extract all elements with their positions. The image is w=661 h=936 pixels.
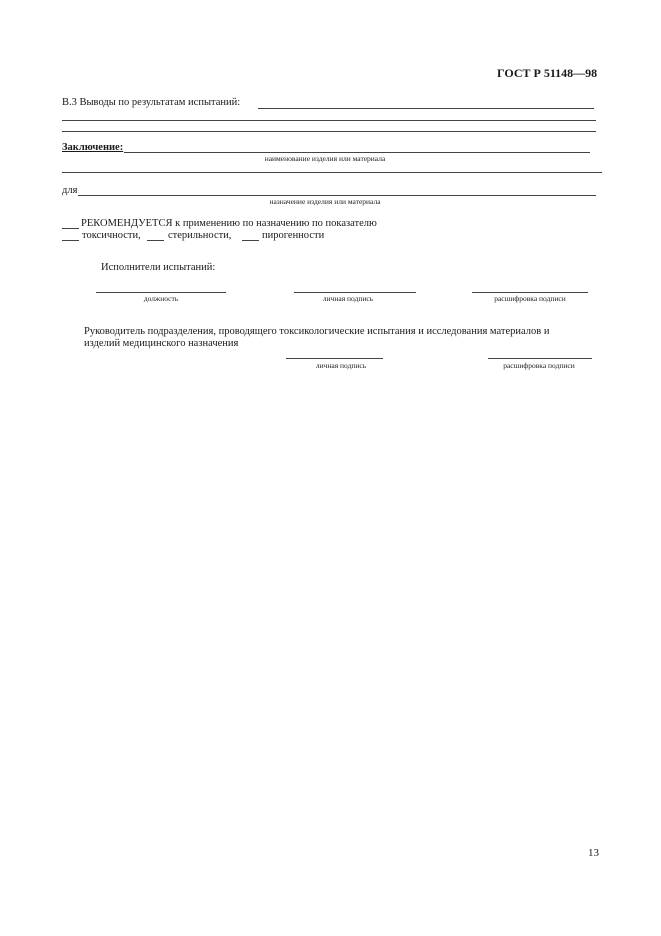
pyrogenicity-label: пирогенности [262,230,325,241]
conclusion-label: Заключение: [62,142,124,153]
caption-head-decoding: расшифровка подписи [503,361,575,370]
signature-line [286,358,383,359]
signature-line [472,292,588,293]
mark-line [62,240,79,241]
caption-product-purpose: назначение изделия или материала [269,197,381,206]
mark-line [62,228,79,229]
signature-line [96,292,226,293]
caption-position: должность [143,294,179,303]
fill-line [62,120,596,121]
section-b3-label: В.3 Выводы по результатам испытаний: [62,97,241,108]
standard-number: ГОСТ Р 51148—98 [497,66,598,80]
page-number: 13 [588,847,599,859]
fill-line [258,108,594,109]
fill-line [62,172,602,173]
head-text-line1: Руководитель подразделения, проводящего токсикологические испытания и исследования материалов и [84,326,550,337]
mark-line [147,240,164,241]
for-label: для [62,185,78,196]
caption-decoding: расшифровка подписи [494,294,566,303]
caption-product-name: наименование изделия или материала [264,154,386,163]
caption-signature: личная подпись [322,294,374,303]
fill-line [62,131,596,132]
fill-line [124,152,590,153]
head-text-line2: изделий медицинского назначения [84,338,239,349]
toxicity-label: токсичности, [82,230,141,241]
signature-line [294,292,416,293]
recommendation-text: РЕКОМЕНДУЕТСЯ к применению по назначению по показателю [81,218,377,229]
mark-line [242,240,259,241]
sterility-label: стерильности, [168,230,232,241]
fill-line [78,195,596,196]
testers-title: Исполнители испытаний: [101,262,216,273]
caption-head-signature: личная подпись [315,361,367,370]
signature-line [488,358,592,359]
